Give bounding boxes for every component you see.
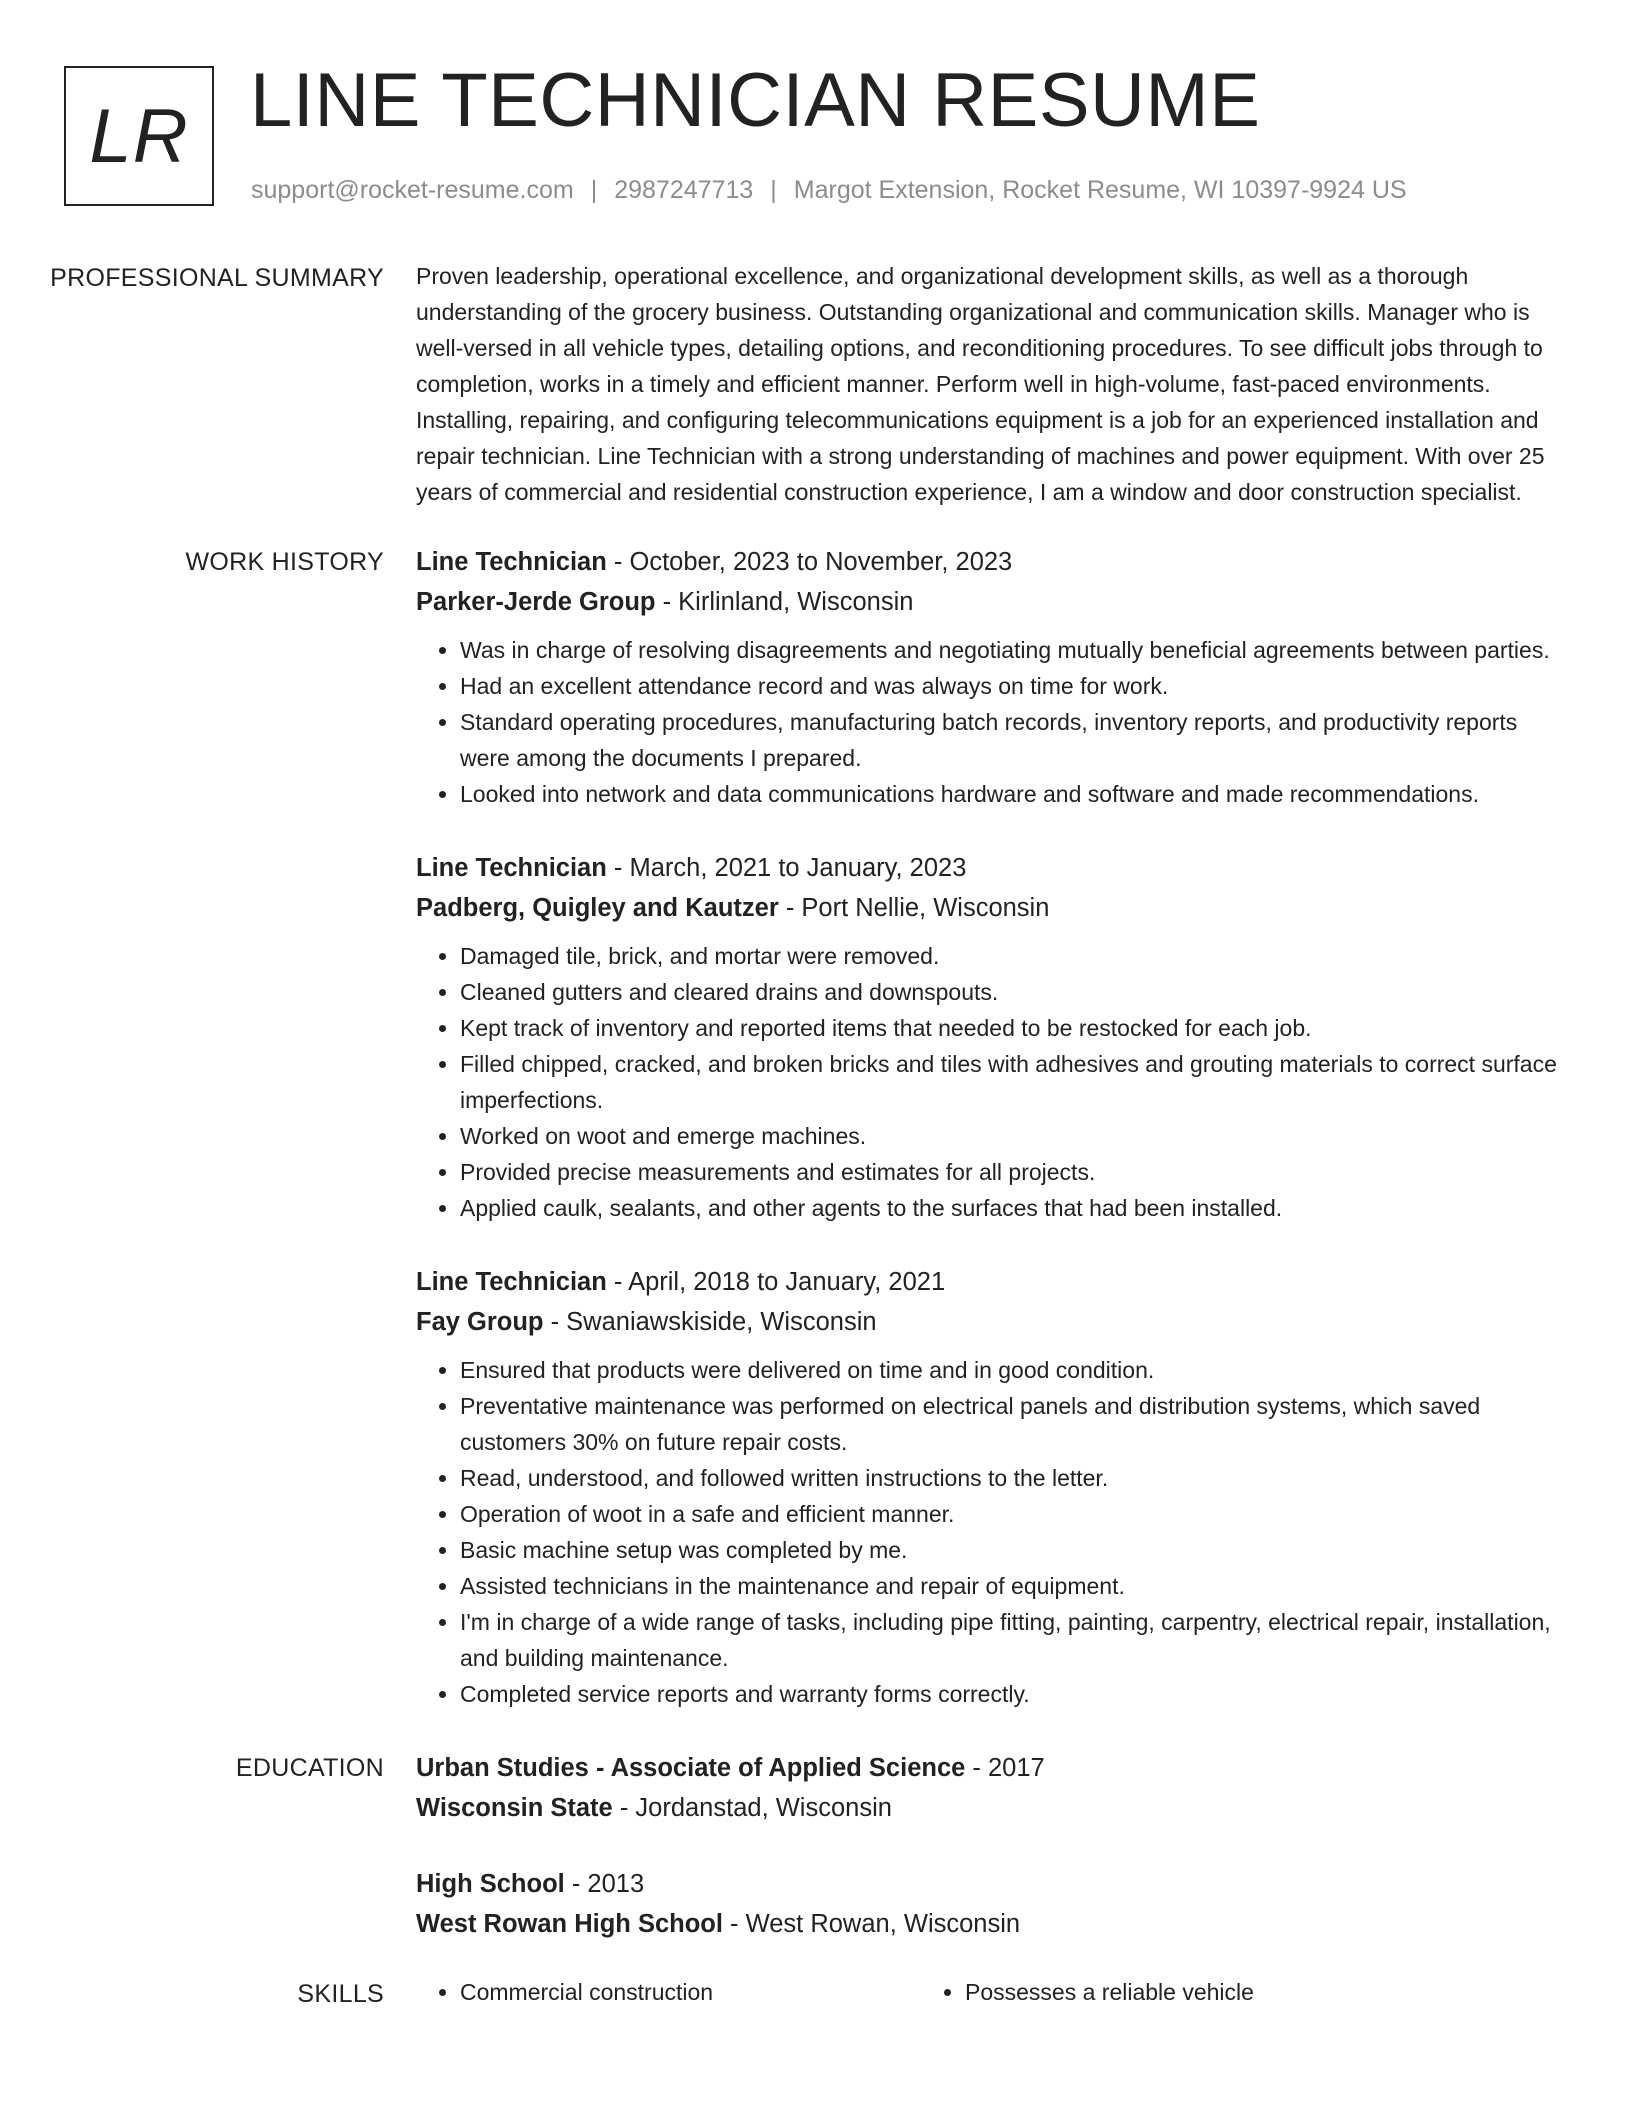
job-company: Fay Group xyxy=(416,1308,544,1336)
job-title-line xyxy=(416,848,1566,888)
job-dates: - March, 2021 to January, 2023 xyxy=(606,854,967,882)
job-bullets xyxy=(416,1352,1566,1712)
list-item: • Preventative maintenance was performed on electrical panels and distribution systems, which saved customers 30% on future repair costs. xyxy=(460,1388,1566,1460)
job-title: Line Technician xyxy=(416,854,607,882)
degree-name: Urban Studies - Associate of Applied Science xyxy=(416,1754,966,1782)
list-item: • Read, understood, and followed written instructions to the letter. xyxy=(460,1460,1566,1496)
skills-section xyxy=(0,1974,1632,2012)
list-item: • Damaged tile, brick, and mortar were removed. xyxy=(460,938,1566,974)
list-item: • Looked into network and data communications hardware and software and made recommendations. xyxy=(460,776,1566,812)
degree-line xyxy=(416,1864,1566,1904)
education-entry xyxy=(416,1748,1566,1828)
list-item: • Possesses a reliable vehicle xyxy=(965,1974,1426,2010)
job-bullets xyxy=(416,632,1566,812)
list-item: • I'm in charge of a wide range of tasks, including pipe fitting, painting, carpentry, electrical repair, installation, and building maintenance. xyxy=(460,1604,1566,1676)
degree-year: - 2013 xyxy=(564,1870,645,1898)
job-entry xyxy=(416,848,1566,1226)
summary-text: Proven leadership, operational excellence, and organizational development skills, as well as a thorough understanding of the grocery business. Outstanding organizational and communication skills. Manager who is well-versed in all vehicle types, detailing options, and reconditioning procedures. To see difficult jobs through to completion, works in a timely and efficient manner. Perform well in high-volume, fast-paced environments. Installing, repairing, and configuring telecommunications equipment is a job for an experienced installation and repair technician. Line Technician with a strong understanding of machines and power equipment. With over 25 years of commercial and residential construction experience, I am a window and door construction specialist. xyxy=(416,263,1545,505)
job-location: - Port Nellie, Wisconsin xyxy=(778,894,1050,922)
section-label-skills: SKILLS xyxy=(297,1980,384,2008)
contact-email: support@rocket-resume.com xyxy=(251,176,574,204)
section-label-summary: PROFESSIONAL SUMMARY xyxy=(50,264,384,292)
contact-separator: | xyxy=(770,176,777,204)
degree-year: - 2017 xyxy=(965,1754,1045,1782)
section-label-work-history: WORK HISTORY xyxy=(185,548,384,576)
school-location: - Jordanstad, Wisconsin xyxy=(612,1794,892,1822)
resume-body xyxy=(0,258,1632,2012)
education-section xyxy=(0,1748,1632,1974)
job-title: Line Technician xyxy=(416,1268,607,1296)
job-dates: - April, 2018 to January, 2021 xyxy=(606,1268,946,1296)
job-location: - Kirlinland, Wisconsin xyxy=(655,588,914,616)
school-line xyxy=(416,1788,1566,1828)
job-title-line xyxy=(416,1262,1566,1302)
job-title-line xyxy=(416,542,1566,582)
job-company: Padberg, Quigley and Kautzer xyxy=(416,894,779,922)
skills-list xyxy=(416,1974,1566,2010)
skills-column-right xyxy=(921,1974,1426,2010)
list-item: • Kept track of inventory and reported items that needed to be restocked for each job. xyxy=(460,1010,1566,1046)
contact-separator: | xyxy=(590,176,598,204)
list-item: • Worked on woot and emerge machines. xyxy=(460,1118,1566,1154)
list-item: • Had an excellent attendance record and was always on time for work. xyxy=(460,668,1566,704)
work-history-section xyxy=(0,542,1632,1748)
list-item: • Was in charge of resolving disagreements and negotiating mutually beneficial agreements between parties. xyxy=(460,632,1566,668)
school-location: - West Rowan, Wisconsin xyxy=(722,1910,1021,1938)
list-item: • Applied caulk, sealants, and other agents to the surfaces that had been installed. xyxy=(460,1190,1566,1226)
contact-line xyxy=(251,176,1407,205)
school-name: West Rowan High School xyxy=(416,1910,723,1938)
job-dates: - October, 2023 to November, 2023 xyxy=(606,548,1013,576)
monogram-logo: LR xyxy=(64,66,214,206)
list-item: • Filled chipped, cracked, and broken bricks and tiles with adhesives and grouting materials to correct surface imperfections. xyxy=(460,1046,1566,1118)
contact-phone: 2987247713 xyxy=(614,176,754,204)
list-item: • Cleaned gutters and cleared drains and downspouts. xyxy=(460,974,1566,1010)
school-line xyxy=(416,1904,1566,1944)
job-company-line xyxy=(416,582,1566,622)
school-name: Wisconsin State xyxy=(416,1794,613,1822)
job-company-line xyxy=(416,888,1566,928)
education-entry xyxy=(416,1864,1566,1944)
list-item: • Assisted technicians in the maintenance and repair of equipment. xyxy=(460,1568,1566,1604)
contact-address: Margot Extension, Rocket Resume, WI 10397-9924 US xyxy=(793,176,1407,204)
resume-title: LINE TECHNICIAN RESUME xyxy=(250,58,1261,143)
list-item: • Basic machine setup was completed by me. xyxy=(460,1532,1566,1568)
section-label-education: EDUCATION xyxy=(235,1754,384,1782)
job-entry xyxy=(416,542,1566,812)
job-title: Line Technician xyxy=(416,548,607,576)
summary-section xyxy=(0,258,1632,510)
list-item: • Ensured that products were delivered on time and in good condition. xyxy=(460,1352,1566,1388)
job-entry xyxy=(416,1262,1566,1712)
job-company: Parker-Jerde Group xyxy=(416,588,656,616)
job-company-line xyxy=(416,1302,1566,1342)
list-item: • Operation of woot in a safe and efficient manner. xyxy=(460,1496,1566,1532)
job-location: - Swaniawskiside, Wisconsin xyxy=(543,1308,877,1336)
list-item: • Completed service reports and warranty forms correctly. xyxy=(460,1676,1566,1712)
list-item: • Commercial construction xyxy=(460,1974,921,2010)
list-item: • Standard operating procedures, manufacturing batch records, inventory reports, and productivity reports were among the documents I prepared. xyxy=(460,704,1566,776)
degree-name: High School xyxy=(416,1870,565,1898)
degree-line xyxy=(416,1748,1566,1788)
list-item: • Provided precise measurements and estimates for all projects. xyxy=(460,1154,1566,1190)
job-bullets xyxy=(416,938,1566,1226)
skills-column-left xyxy=(416,1974,921,2010)
